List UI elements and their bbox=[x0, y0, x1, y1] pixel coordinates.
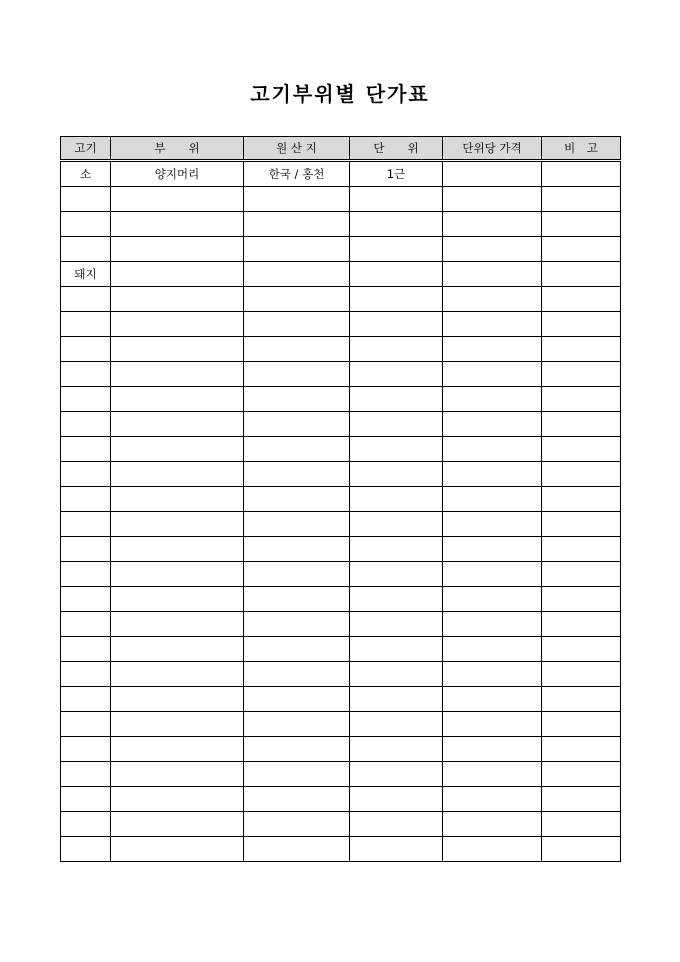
price-table bbox=[60, 136, 621, 862]
cell-origin: 한국 / 홍천 bbox=[244, 161, 350, 187]
cell-origin bbox=[244, 437, 350, 462]
cell-origin bbox=[244, 262, 350, 287]
cell-part bbox=[111, 512, 244, 537]
cell-meat bbox=[61, 712, 111, 737]
cell-note bbox=[542, 537, 621, 562]
cell-meat bbox=[61, 237, 111, 262]
cell-unit bbox=[350, 462, 443, 487]
header-unit: 단 위 bbox=[350, 137, 443, 161]
cell-part bbox=[111, 837, 244, 862]
cell-origin bbox=[244, 537, 350, 562]
table-row bbox=[61, 712, 621, 737]
table-row bbox=[61, 312, 621, 337]
cell-unit bbox=[350, 187, 443, 212]
cell-note bbox=[542, 212, 621, 237]
cell-part bbox=[111, 687, 244, 712]
cell-meat bbox=[61, 662, 111, 687]
cell-unit-price bbox=[443, 362, 542, 387]
cell-unit bbox=[350, 737, 443, 762]
cell-note bbox=[542, 562, 621, 587]
table-row bbox=[61, 762, 621, 787]
cell-note bbox=[542, 161, 621, 187]
cell-note bbox=[542, 237, 621, 262]
table-row bbox=[61, 612, 621, 637]
cell-part bbox=[111, 437, 244, 462]
page-title: 고기부위별 단가표 bbox=[250, 82, 430, 106]
table-row bbox=[61, 737, 621, 762]
header-part: 부 위 bbox=[111, 137, 244, 161]
header-unit-price: 단위당 가격 bbox=[443, 137, 542, 161]
cell-unit-price bbox=[443, 437, 542, 462]
cell-origin bbox=[244, 712, 350, 737]
cell-note bbox=[542, 812, 621, 837]
cell-part bbox=[111, 712, 244, 737]
header-row bbox=[61, 137, 621, 161]
cell-part bbox=[111, 237, 244, 262]
table-row bbox=[61, 412, 621, 437]
cell-meat bbox=[61, 187, 111, 212]
cell-note bbox=[542, 587, 621, 612]
cell-unit bbox=[350, 362, 443, 387]
cell-note bbox=[542, 287, 621, 312]
cell-note bbox=[542, 337, 621, 362]
cell-unit-price bbox=[443, 337, 542, 362]
cell-meat bbox=[61, 812, 111, 837]
cell-unit-price bbox=[443, 187, 542, 212]
cell-unit bbox=[350, 787, 443, 812]
cell-part bbox=[111, 537, 244, 562]
cell-unit bbox=[350, 512, 443, 537]
cell-origin bbox=[244, 762, 350, 787]
table-row bbox=[61, 487, 621, 512]
cell-origin bbox=[244, 337, 350, 362]
cell-meat: 돼지 bbox=[61, 262, 111, 287]
cell-note bbox=[542, 312, 621, 337]
cell-unit bbox=[350, 262, 443, 287]
cell-note bbox=[542, 462, 621, 487]
cell-unit bbox=[350, 237, 443, 262]
cell-note bbox=[542, 637, 621, 662]
cell-unit-price bbox=[443, 212, 542, 237]
cell-unit-price bbox=[443, 787, 542, 812]
cell-unit-price bbox=[443, 637, 542, 662]
cell-unit bbox=[350, 687, 443, 712]
table-row bbox=[61, 437, 621, 462]
cell-origin bbox=[244, 212, 350, 237]
cell-unit bbox=[350, 612, 443, 637]
cell-part bbox=[111, 287, 244, 312]
cell-part bbox=[111, 187, 244, 212]
cell-part bbox=[111, 262, 244, 287]
table-body bbox=[61, 161, 621, 862]
header-note: 비 고 bbox=[542, 137, 621, 161]
cell-unit bbox=[350, 837, 443, 862]
cell-meat bbox=[61, 412, 111, 437]
table-row bbox=[61, 787, 621, 812]
cell-unit bbox=[350, 562, 443, 587]
table-row bbox=[61, 362, 621, 387]
table-row bbox=[61, 287, 621, 312]
cell-note bbox=[542, 762, 621, 787]
cell-note bbox=[542, 612, 621, 637]
table-row bbox=[61, 237, 621, 262]
table-row bbox=[61, 262, 621, 287]
cell-meat bbox=[61, 212, 111, 237]
cell-unit-price bbox=[443, 762, 542, 787]
cell-unit bbox=[350, 287, 443, 312]
cell-origin bbox=[244, 837, 350, 862]
cell-unit bbox=[350, 337, 443, 362]
cell-unit-price bbox=[443, 712, 542, 737]
cell-unit-price bbox=[443, 237, 542, 262]
cell-meat bbox=[61, 787, 111, 812]
cell-unit-price bbox=[443, 161, 542, 187]
cell-note bbox=[542, 512, 621, 537]
cell-origin bbox=[244, 462, 350, 487]
cell-origin bbox=[244, 387, 350, 412]
table-row bbox=[61, 637, 621, 662]
cell-meat bbox=[61, 287, 111, 312]
cell-unit-price bbox=[443, 287, 542, 312]
cell-meat bbox=[61, 387, 111, 412]
cell-unit: 1근 bbox=[350, 161, 443, 187]
table-header bbox=[61, 137, 621, 161]
cell-unit bbox=[350, 412, 443, 437]
table-row bbox=[61, 462, 621, 487]
cell-unit bbox=[350, 587, 443, 612]
cell-part bbox=[111, 662, 244, 687]
cell-unit bbox=[350, 537, 443, 562]
cell-meat bbox=[61, 537, 111, 562]
cell-unit bbox=[350, 762, 443, 787]
cell-meat bbox=[61, 312, 111, 337]
cell-unit-price bbox=[443, 662, 542, 687]
cell-origin bbox=[244, 287, 350, 312]
cell-meat bbox=[61, 737, 111, 762]
cell-unit-price bbox=[443, 387, 542, 412]
cell-origin bbox=[244, 237, 350, 262]
cell-origin bbox=[244, 187, 350, 212]
table-row bbox=[61, 812, 621, 837]
table-row bbox=[61, 161, 621, 187]
cell-unit-price bbox=[443, 262, 542, 287]
cell-part bbox=[111, 812, 244, 837]
cell-unit-price bbox=[443, 687, 542, 712]
cell-origin bbox=[244, 512, 350, 537]
cell-note bbox=[542, 712, 621, 737]
cell-unit-price bbox=[443, 512, 542, 537]
cell-unit-price bbox=[443, 812, 542, 837]
cell-unit bbox=[350, 437, 443, 462]
cell-note bbox=[542, 262, 621, 287]
cell-meat bbox=[61, 612, 111, 637]
cell-meat bbox=[61, 687, 111, 712]
table-row bbox=[61, 537, 621, 562]
cell-note bbox=[542, 687, 621, 712]
cell-unit-price bbox=[443, 612, 542, 637]
cell-part bbox=[111, 462, 244, 487]
cell-part bbox=[111, 562, 244, 587]
cell-part bbox=[111, 212, 244, 237]
cell-meat bbox=[61, 512, 111, 537]
table-row bbox=[61, 562, 621, 587]
cell-origin bbox=[244, 812, 350, 837]
cell-meat bbox=[61, 487, 111, 512]
cell-unit-price bbox=[443, 737, 542, 762]
table-row bbox=[61, 387, 621, 412]
cell-note bbox=[542, 362, 621, 387]
cell-origin bbox=[244, 362, 350, 387]
cell-origin bbox=[244, 787, 350, 812]
cell-meat: 소 bbox=[61, 161, 111, 187]
cell-unit-price bbox=[443, 537, 542, 562]
cell-meat bbox=[61, 837, 111, 862]
header-meat: 고기 bbox=[61, 137, 111, 161]
table-row bbox=[61, 687, 621, 712]
cell-meat bbox=[61, 587, 111, 612]
cell-part bbox=[111, 387, 244, 412]
cell-part bbox=[111, 787, 244, 812]
cell-meat bbox=[61, 637, 111, 662]
table-row bbox=[61, 662, 621, 687]
cell-unit bbox=[350, 662, 443, 687]
table-row bbox=[61, 587, 621, 612]
cell-note bbox=[542, 487, 621, 512]
table-row bbox=[61, 187, 621, 212]
cell-meat bbox=[61, 337, 111, 362]
cell-origin bbox=[244, 312, 350, 337]
table-row bbox=[61, 337, 621, 362]
cell-origin bbox=[244, 587, 350, 612]
cell-unit-price bbox=[443, 837, 542, 862]
cell-unit bbox=[350, 487, 443, 512]
cell-unit-price bbox=[443, 312, 542, 337]
cell-note bbox=[542, 412, 621, 437]
cell-unit-price bbox=[443, 587, 542, 612]
cell-meat bbox=[61, 462, 111, 487]
cell-unit-price bbox=[443, 487, 542, 512]
cell-note bbox=[542, 737, 621, 762]
cell-part bbox=[111, 762, 244, 787]
cell-origin bbox=[244, 487, 350, 512]
cell-part: 양지머리 bbox=[111, 161, 244, 187]
cell-meat bbox=[61, 437, 111, 462]
table-row bbox=[61, 212, 621, 237]
cell-note bbox=[542, 387, 621, 412]
cell-origin bbox=[244, 412, 350, 437]
cell-origin bbox=[244, 612, 350, 637]
cell-unit-price bbox=[443, 562, 542, 587]
cell-note bbox=[542, 662, 621, 687]
cell-unit bbox=[350, 212, 443, 237]
cell-part bbox=[111, 487, 244, 512]
cell-meat bbox=[61, 762, 111, 787]
cell-note bbox=[542, 787, 621, 812]
cell-part bbox=[111, 737, 244, 762]
cell-meat bbox=[61, 362, 111, 387]
cell-note bbox=[542, 187, 621, 212]
cell-unit bbox=[350, 637, 443, 662]
cell-origin bbox=[244, 687, 350, 712]
cell-origin bbox=[244, 737, 350, 762]
cell-part bbox=[111, 312, 244, 337]
cell-unit-price bbox=[443, 462, 542, 487]
cell-part bbox=[111, 637, 244, 662]
cell-unit bbox=[350, 812, 443, 837]
cell-meat bbox=[61, 562, 111, 587]
cell-unit-price bbox=[443, 412, 542, 437]
cell-unit bbox=[350, 387, 443, 412]
cell-note bbox=[542, 837, 621, 862]
cell-part bbox=[111, 337, 244, 362]
cell-part bbox=[111, 612, 244, 637]
cell-origin bbox=[244, 662, 350, 687]
cell-part bbox=[111, 587, 244, 612]
cell-unit bbox=[350, 712, 443, 737]
header-origin: 원 산 지 bbox=[244, 137, 350, 161]
table-row bbox=[61, 512, 621, 537]
cell-origin bbox=[244, 562, 350, 587]
cell-part bbox=[111, 362, 244, 387]
cell-unit bbox=[350, 312, 443, 337]
table-row bbox=[61, 837, 621, 862]
cell-origin bbox=[244, 637, 350, 662]
cell-part bbox=[111, 412, 244, 437]
cell-note bbox=[542, 437, 621, 462]
